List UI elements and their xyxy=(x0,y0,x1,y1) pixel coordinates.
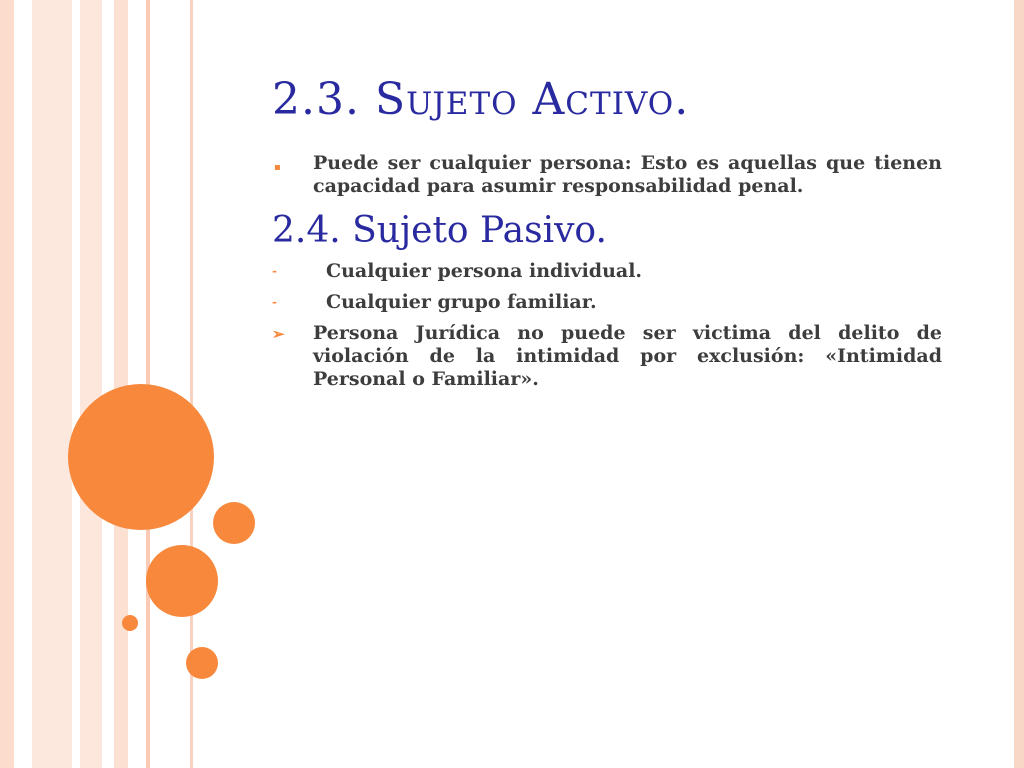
bullet-item xyxy=(272,152,942,198)
stripe xyxy=(114,0,128,768)
stripe xyxy=(14,0,32,768)
dash-item-text: Cualquier grupo familiar. xyxy=(326,291,597,313)
stripe xyxy=(80,0,102,768)
small-circle xyxy=(186,647,218,679)
tiny-circle xyxy=(122,615,138,631)
dash-bullet-icon: - xyxy=(272,264,277,278)
stripe xyxy=(32,0,72,768)
section-subtitle: 2.4. Sujeto Pasivo. xyxy=(272,210,607,251)
square-bullet-icon: ▪ xyxy=(274,162,281,173)
stripe xyxy=(72,0,80,768)
dash-item xyxy=(272,291,942,314)
bullet-text: Puede ser cualquier persona: Esto es aquellas que tienen capacidad para asumir responsabilidad penal. xyxy=(313,152,942,197)
small-circle xyxy=(213,502,255,544)
bullet-text: Persona Jurídica no puede ser victima del delito de violación de la intimidad por exclusión: «Intimidad Personal o Familiar». xyxy=(313,322,942,390)
decorative-stripes xyxy=(0,0,200,768)
large-circle xyxy=(68,384,214,530)
dash-bullet-icon: - xyxy=(272,295,277,309)
right-edge-stripe xyxy=(1014,0,1024,768)
slide-title: 2.3. Sujeto Activo. xyxy=(272,74,690,125)
arrow-bullet-icon: ➢ xyxy=(272,325,285,343)
bullet-item xyxy=(272,322,942,391)
stripe xyxy=(0,0,14,768)
dash-item-text: Cualquier persona individual. xyxy=(326,260,643,282)
dash-item xyxy=(272,260,942,283)
stripe xyxy=(102,0,114,768)
slide-content xyxy=(272,70,942,391)
medium-circle xyxy=(146,545,218,617)
